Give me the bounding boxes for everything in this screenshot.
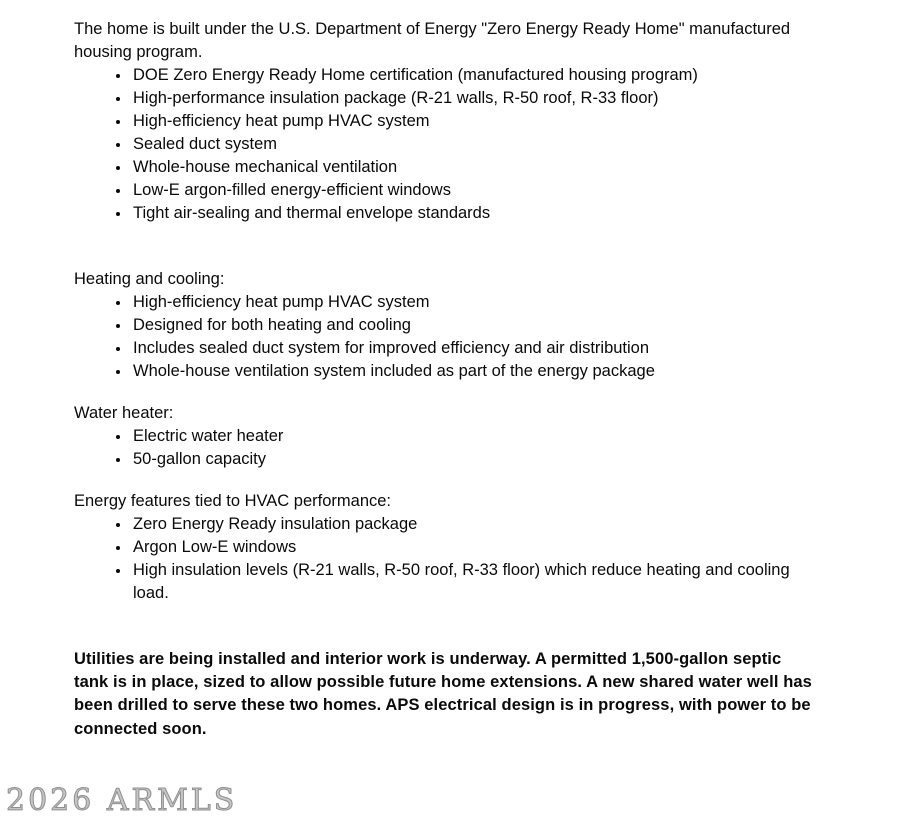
section-heading-heating-and-cooling: Heating and cooling: <box>74 270 225 288</box>
list-item: • Electric water heater <box>131 425 820 448</box>
list-item: • Zero Energy Ready insulation package <box>131 513 820 536</box>
intro-paragraph: The home is built under the U.S. Department of Energy "Zero Energy Ready Home" manufactured housing program. <box>74 20 791 61</box>
list-item: • DOE Zero Energy Ready Home certification (manufactured housing program) <box>131 64 820 87</box>
energy-features-list <box>74 513 820 605</box>
list-item: • Designed for both heating and cooling <box>131 314 820 337</box>
list-item: • Sealed duct system <box>131 133 820 156</box>
list-item: • Includes sealed duct system for improved efficiency and air distribution <box>131 337 820 360</box>
closing-paragraph: Utilities are being installed and interior work is underway. A permitted 1,500-gallon septic tank is in place, sized to allow possible future home extensions. A new shared water well has been drilled to serve these two homes. APS electrical design is in progress, with power to be connected soon. <box>74 650 812 738</box>
document-body <box>74 18 820 741</box>
list-item: • Argon Low-E windows <box>131 536 820 559</box>
section-heading-energy-features: Energy features tied to HVAC performance: <box>74 492 392 510</box>
list-item: • 50-gallon capacity <box>131 448 820 471</box>
zero-energy-feature-list <box>74 64 820 225</box>
list-item: • High-efficiency heat pump HVAC system <box>131 291 820 314</box>
list-item: • Low-E argon-filled energy-efficient windows <box>131 179 820 202</box>
list-item: • Tight air-sealing and thermal envelope standards <box>131 202 820 225</box>
list-item: • High-performance insulation package (R-21 walls, R-50 roof, R-33 floor) <box>131 87 820 110</box>
list-item: • Whole-house ventilation system included as part of the energy package <box>131 360 820 383</box>
heating-cooling-list <box>74 291 820 383</box>
section-heading-water-heater: Water heater: <box>74 404 174 422</box>
armls-watermark: 2026 ARMLS <box>6 783 238 818</box>
list-item: • High-efficiency heat pump HVAC system <box>131 110 820 133</box>
list-item: • Whole-house mechanical ventilation <box>131 156 820 179</box>
water-heater-list <box>74 425 820 471</box>
list-item: • High insulation levels (R-21 walls, R-50 roof, R-33 floor) which reduce heating and cooling load. <box>131 559 820 605</box>
